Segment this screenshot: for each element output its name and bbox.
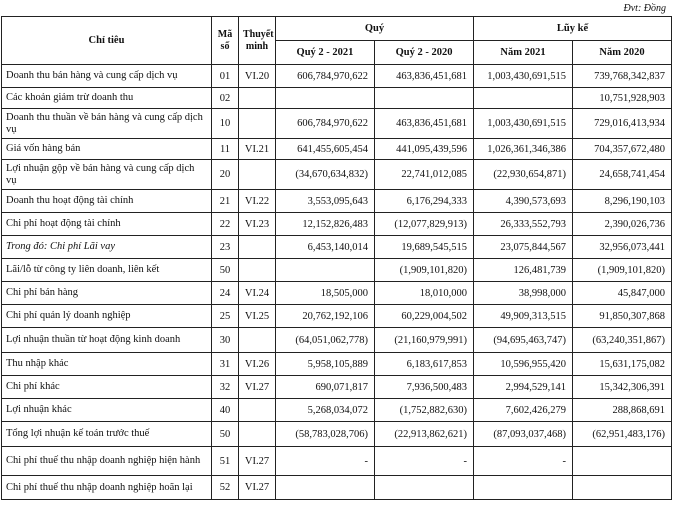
cell-q2-2021 — [276, 476, 375, 500]
cell-q2-2020: 60,229,004,502 — [375, 305, 474, 328]
table-row — [2, 305, 672, 328]
table-row — [2, 236, 672, 259]
cell-nam-2020: 45,847,000 — [573, 282, 672, 305]
cell-nam-2021: 10,596,955,420 — [474, 353, 573, 376]
row-note — [239, 236, 276, 259]
cell-nam-2021: 1,026,361,346,386 — [474, 139, 573, 160]
row-note — [239, 422, 276, 447]
row-note: VI.20 — [239, 65, 276, 88]
row-note — [239, 160, 276, 190]
cell-q2-2021: 20,762,192,106 — [276, 305, 375, 328]
cell-q2-2020 — [375, 476, 474, 500]
cell-nam-2021: 1,003,430,691,515 — [474, 65, 573, 88]
row-label: Chi phí khác — [2, 376, 212, 399]
cell-q2-2020: 441,095,439,596 — [375, 139, 474, 160]
cell-q2-2020: (22,913,862,621) — [375, 422, 474, 447]
cell-nam-2021: 2,994,529,141 — [474, 376, 573, 399]
cell-q2-2020: (12,077,829,913) — [375, 213, 474, 236]
row-code: 23 — [212, 236, 239, 259]
cell-q2-2020: - — [375, 447, 474, 476]
row-note — [239, 109, 276, 139]
table-row — [2, 109, 672, 139]
row-note: VI.25 — [239, 305, 276, 328]
cell-q2-2021: 12,152,826,483 — [276, 213, 375, 236]
cell-nam-2021 — [474, 88, 573, 109]
header-row-top — [2, 17, 672, 41]
cell-nam-2020: (62,951,483,176) — [573, 422, 672, 447]
cell-nam-2020: 739,768,342,837 — [573, 65, 672, 88]
cell-nam-2021: (87,093,037,468) — [474, 422, 573, 447]
row-note — [239, 259, 276, 282]
table-row — [2, 65, 672, 88]
cell-nam-2020: 32,956,073,441 — [573, 236, 672, 259]
row-label: Thu nhập khác — [2, 353, 212, 376]
row-code: 02 — [212, 88, 239, 109]
cell-q2-2021: 3,553,095,643 — [276, 190, 375, 213]
row-note: VI.26 — [239, 353, 276, 376]
cell-nam-2020: 15,631,175,082 — [573, 353, 672, 376]
cell-nam-2021: 1,003,430,691,515 — [474, 109, 573, 139]
cell-nam-2020 — [573, 447, 672, 476]
table-row — [2, 88, 672, 109]
row-code: 24 — [212, 282, 239, 305]
cell-q2-2020: 6,183,617,853 — [375, 353, 474, 376]
table-row — [2, 282, 672, 305]
cell-nam-2021: - — [474, 447, 573, 476]
row-label: Chi phí thuế thu nhập doanh nghiệp hiện hành — [2, 447, 212, 476]
cell-nam-2021: 26,333,552,793 — [474, 213, 573, 236]
table-row — [2, 213, 672, 236]
header-luy-ke: Lũy kế — [474, 17, 672, 41]
row-label: Lợi nhuận gộp về bán hàng và cung cấp dịch vụ — [2, 160, 212, 190]
row-code: 21 — [212, 190, 239, 213]
cell-q2-2021: 606,784,970,622 — [276, 65, 375, 88]
row-note — [239, 399, 276, 422]
row-label: Doanh thu hoạt động tài chính — [2, 190, 212, 213]
row-label: Trong đó: Chi phí Lãi vay — [2, 236, 212, 259]
row-note — [239, 88, 276, 109]
cell-q2-2020: 463,836,451,681 — [375, 109, 474, 139]
table-row — [2, 160, 672, 190]
cell-q2-2020: 7,936,500,483 — [375, 376, 474, 399]
row-code: 52 — [212, 476, 239, 500]
cell-nam-2020: 24,658,741,454 — [573, 160, 672, 190]
cell-nam-2020: 729,016,413,934 — [573, 109, 672, 139]
table-row — [2, 190, 672, 213]
header-nam-2021: Năm 2021 — [474, 41, 573, 65]
cell-nam-2021: 49,909,313,515 — [474, 305, 573, 328]
cell-q2-2021: (34,670,634,832) — [276, 160, 375, 190]
table-row — [2, 328, 672, 353]
table-row — [2, 376, 672, 399]
row-code: 30 — [212, 328, 239, 353]
cell-q2-2021: 641,455,605,454 — [276, 139, 375, 160]
cell-nam-2020: 2,390,026,736 — [573, 213, 672, 236]
cell-q2-2020: 22,741,012,085 — [375, 160, 474, 190]
cell-q2-2020 — [375, 88, 474, 109]
row-code: 01 — [212, 65, 239, 88]
cell-nam-2021: (22,930,654,871) — [474, 160, 573, 190]
cell-q2-2021: 5,268,034,072 — [276, 399, 375, 422]
table-row — [2, 139, 672, 160]
header-q2-2020: Quý 2 - 2020 — [375, 41, 474, 65]
row-label: Lợi nhuận thuần từ hoạt động kinh doanh — [2, 328, 212, 353]
cell-nam-2020 — [573, 476, 672, 500]
cell-nam-2020: 15,342,306,391 — [573, 376, 672, 399]
row-label: Chi phí bán hàng — [2, 282, 212, 305]
cell-nam-2020: (63,240,351,867) — [573, 328, 672, 353]
cell-q2-2021: 6,453,140,014 — [276, 236, 375, 259]
row-code: 50 — [212, 422, 239, 447]
cell-q2-2021: 18,505,000 — [276, 282, 375, 305]
row-label: Doanh thu thuần về bán hàng và cung cấp dịch vụ — [2, 109, 212, 139]
cell-nam-2021: 126,481,739 — [474, 259, 573, 282]
cell-q2-2020: (1,909,101,820) — [375, 259, 474, 282]
row-code: 31 — [212, 353, 239, 376]
cell-nam-2021: 7,602,426,279 — [474, 399, 573, 422]
row-label: Chi phí hoạt động tài chính — [2, 213, 212, 236]
cell-nam-2021: 23,075,844,567 — [474, 236, 573, 259]
row-label: Giá vốn hàng bán — [2, 139, 212, 160]
row-note: VI.27 — [239, 447, 276, 476]
row-code: 11 — [212, 139, 239, 160]
row-label: Doanh thu bán hàng và cung cấp dịch vụ — [2, 65, 212, 88]
cell-nam-2021: (94,695,463,747) — [474, 328, 573, 353]
row-label: Lợi nhuận khác — [2, 399, 212, 422]
cell-nam-2021: 38,998,000 — [474, 282, 573, 305]
row-note: VI.22 — [239, 190, 276, 213]
table-row — [2, 447, 672, 476]
table-row — [2, 353, 672, 376]
header-nam-2020: Năm 2020 — [573, 41, 672, 65]
row-label: Tổng lợi nhuận kế toán trước thuế — [2, 422, 212, 447]
cell-q2-2020: 18,010,000 — [375, 282, 474, 305]
cell-nam-2020: 8,296,190,103 — [573, 190, 672, 213]
cell-nam-2020: 704,357,672,480 — [573, 139, 672, 160]
cell-q2-2021: (58,783,028,706) — [276, 422, 375, 447]
cell-nam-2021 — [474, 476, 573, 500]
cell-nam-2020: 91,850,307,868 — [573, 305, 672, 328]
cell-nam-2020: 10,751,928,903 — [573, 88, 672, 109]
unit-label: Đvt: Đồng — [623, 3, 666, 14]
row-code: 22 — [212, 213, 239, 236]
header-q2-2021: Quý 2 - 2021 — [276, 41, 375, 65]
cell-q2-2021: 5,958,105,889 — [276, 353, 375, 376]
row-code: 40 — [212, 399, 239, 422]
cell-q2-2021: 606,784,970,622 — [276, 109, 375, 139]
table-row — [2, 422, 672, 447]
cell-q2-2021 — [276, 88, 375, 109]
row-note: VI.27 — [239, 376, 276, 399]
row-label: Chi phí thuế thu nhập doanh nghiệp hoãn lại — [2, 476, 212, 500]
cell-q2-2020: 6,176,294,333 — [375, 190, 474, 213]
row-note — [239, 328, 276, 353]
cell-q2-2021 — [276, 259, 375, 282]
row-note: VI.23 — [239, 213, 276, 236]
row-code: 51 — [212, 447, 239, 476]
income-statement-table — [1, 16, 672, 500]
cell-q2-2020: (1,752,882,630) — [375, 399, 474, 422]
row-code: 32 — [212, 376, 239, 399]
table-row — [2, 259, 672, 282]
row-label: Lãi/lỗ từ công ty liên doanh, liên kết — [2, 259, 212, 282]
cell-nam-2021: 4,390,573,693 — [474, 190, 573, 213]
table-row — [2, 476, 672, 500]
row-code: 25 — [212, 305, 239, 328]
cell-nam-2020: (1,909,101,820) — [573, 259, 672, 282]
cell-q2-2020: (21,160,979,991) — [375, 328, 474, 353]
row-note: VI.27 — [239, 476, 276, 500]
table-row — [2, 399, 672, 422]
row-label: Chi phí quản lý doanh nghiệp — [2, 305, 212, 328]
cell-q2-2020: 463,836,451,681 — [375, 65, 474, 88]
cell-q2-2021: - — [276, 447, 375, 476]
table-body — [2, 65, 672, 500]
cell-q2-2021: (64,051,062,778) — [276, 328, 375, 353]
cell-q2-2020: 19,689,545,515 — [375, 236, 474, 259]
cell-q2-2021: 690,071,817 — [276, 376, 375, 399]
row-label: Các khoản giảm trừ doanh thu — [2, 88, 212, 109]
row-code: 10 — [212, 109, 239, 139]
row-code: 20 — [212, 160, 239, 190]
header-quy: Quý — [276, 17, 474, 41]
header-chi-tieu: Chỉ tiêu — [2, 17, 212, 65]
header-ma-so: Mã số — [212, 17, 239, 65]
row-note: VI.24 — [239, 282, 276, 305]
cell-nam-2020: 288,868,691 — [573, 399, 672, 422]
header-thuyet-minh: Thuyết minh — [239, 17, 276, 65]
row-note: VI.21 — [239, 139, 276, 160]
row-code: 50 — [212, 259, 239, 282]
